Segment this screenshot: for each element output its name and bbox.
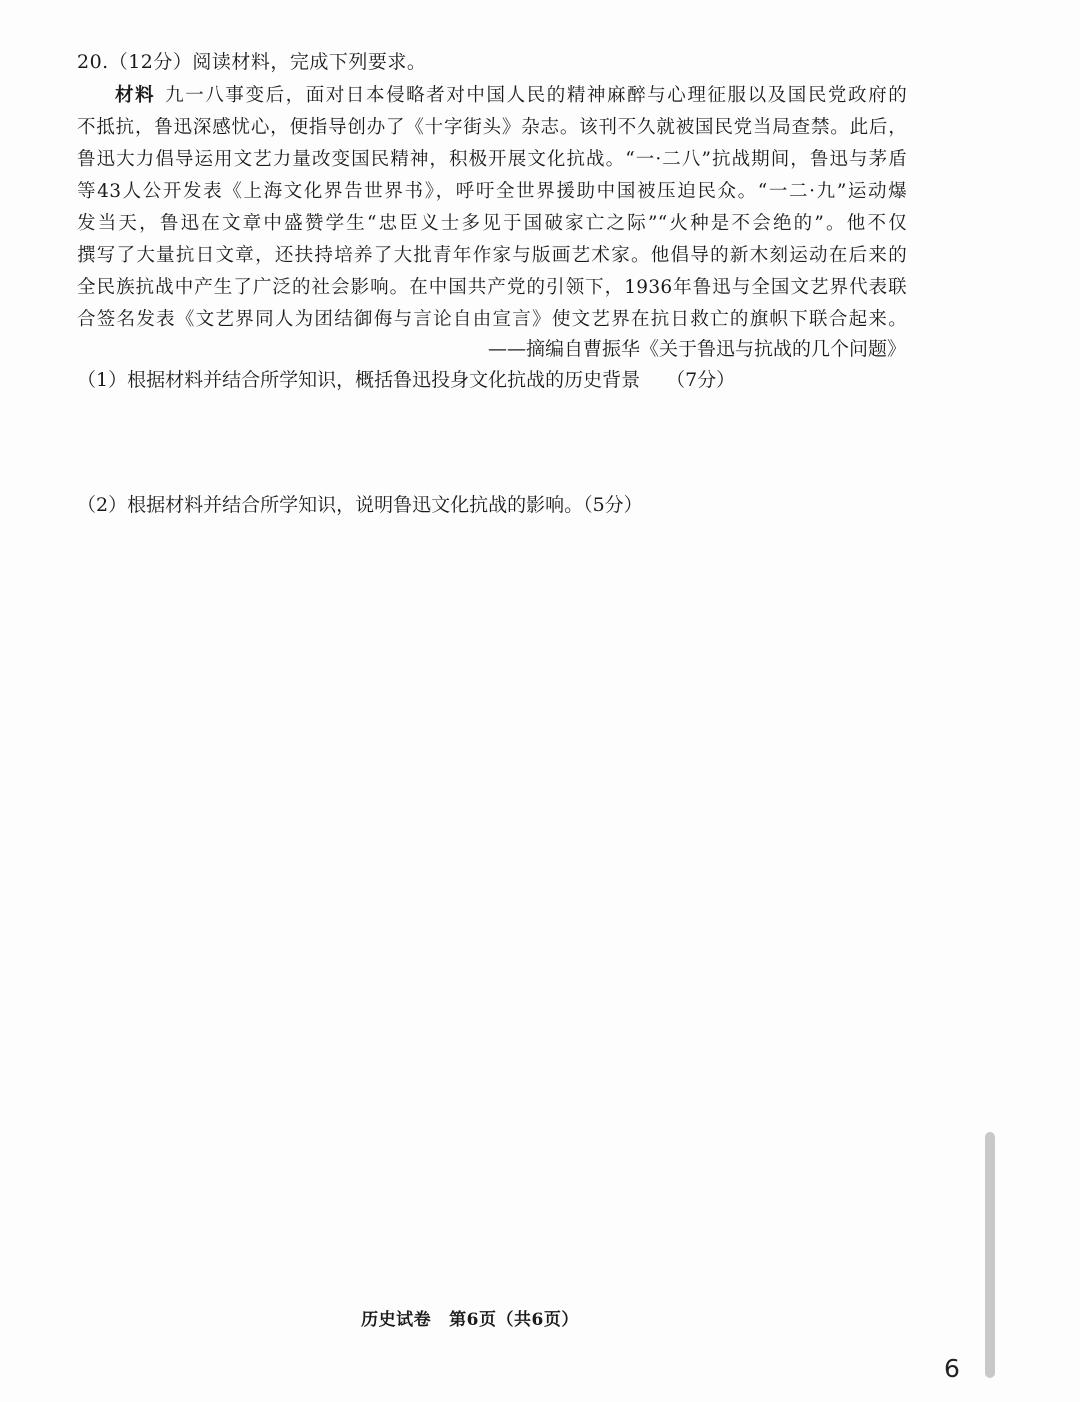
material-label: 材料 [115, 85, 156, 106]
material-passage [77, 80, 907, 336]
scrollbar-thumb[interactable] [985, 1132, 995, 1378]
material-line: 不抵抗，鲁迅深感忧心，便指导创办了《十字街头》杂志。该刊不久就被国民党当局查禁。此后， [77, 117, 907, 138]
material-source: ——摘编自曹振华《关于鲁迅与抗战的几个问题》 [487, 338, 906, 360]
sub-question-points: （7分） [666, 369, 736, 391]
question-heading: 20.（12分）阅读材料，完成下列要求。 [77, 51, 427, 73]
sub-question-1 [77, 365, 735, 395]
page-footer [0, 1305, 940, 1330]
material-line: 发当天，鲁迅在文章中盛赞学生“忠臣义士多见于国破家亡之际”“火种是不会绝的”。他不仅 [77, 213, 907, 234]
page-number-indicator: 6 [944, 1354, 960, 1383]
footer-page: 第6页 [449, 1310, 497, 1330]
material-line: 鲁迅大力倡导运用文艺力量改变国民精神，积极开展文化抗战。“一·二八”抗战期间，鲁迅与茅盾 [77, 149, 907, 170]
material-line: 合签名发表《文艺界同人为团结御侮与言论自由宣言》使文艺界在抗日救亡的旗帜下联合起来。 [77, 309, 907, 330]
sub-question-points: （5分） [583, 494, 643, 516]
material-line [77, 80, 907, 112]
material-line: 撰写了大量抗日文章，还扶持培养了大批青年作家与版画艺术家。他倡导的新木刻运动在后来的 [77, 245, 907, 266]
sub-question-2 [77, 490, 643, 520]
sub-question-text: （1）根据材料并结合所学知识，概括鲁迅投身文化抗战的历史背景 [77, 369, 641, 391]
material-line: 全民族抗战中产生了广泛的社会影响。在中国共产党的引领下，1936年鲁迅与全国文艺界代表联 [77, 277, 907, 298]
material-line: 等43人公开发表《上海文化界告世界书》，呼吁全世界援助中国被压迫民众。“一二·九”运动爆 [77, 181, 907, 202]
footer-total: （共6页） [496, 1310, 579, 1330]
sub-question-text: （2）根据材料并结合所学知识，说明鲁迅文化抗战的影响。 [77, 494, 584, 516]
footer-subject: 历史试卷 [361, 1310, 432, 1330]
material-line-text: 九一八事变后，面对日本侵略者对中国人民的精神麻醉与心理征服以及国民党政府的 [165, 85, 907, 106]
